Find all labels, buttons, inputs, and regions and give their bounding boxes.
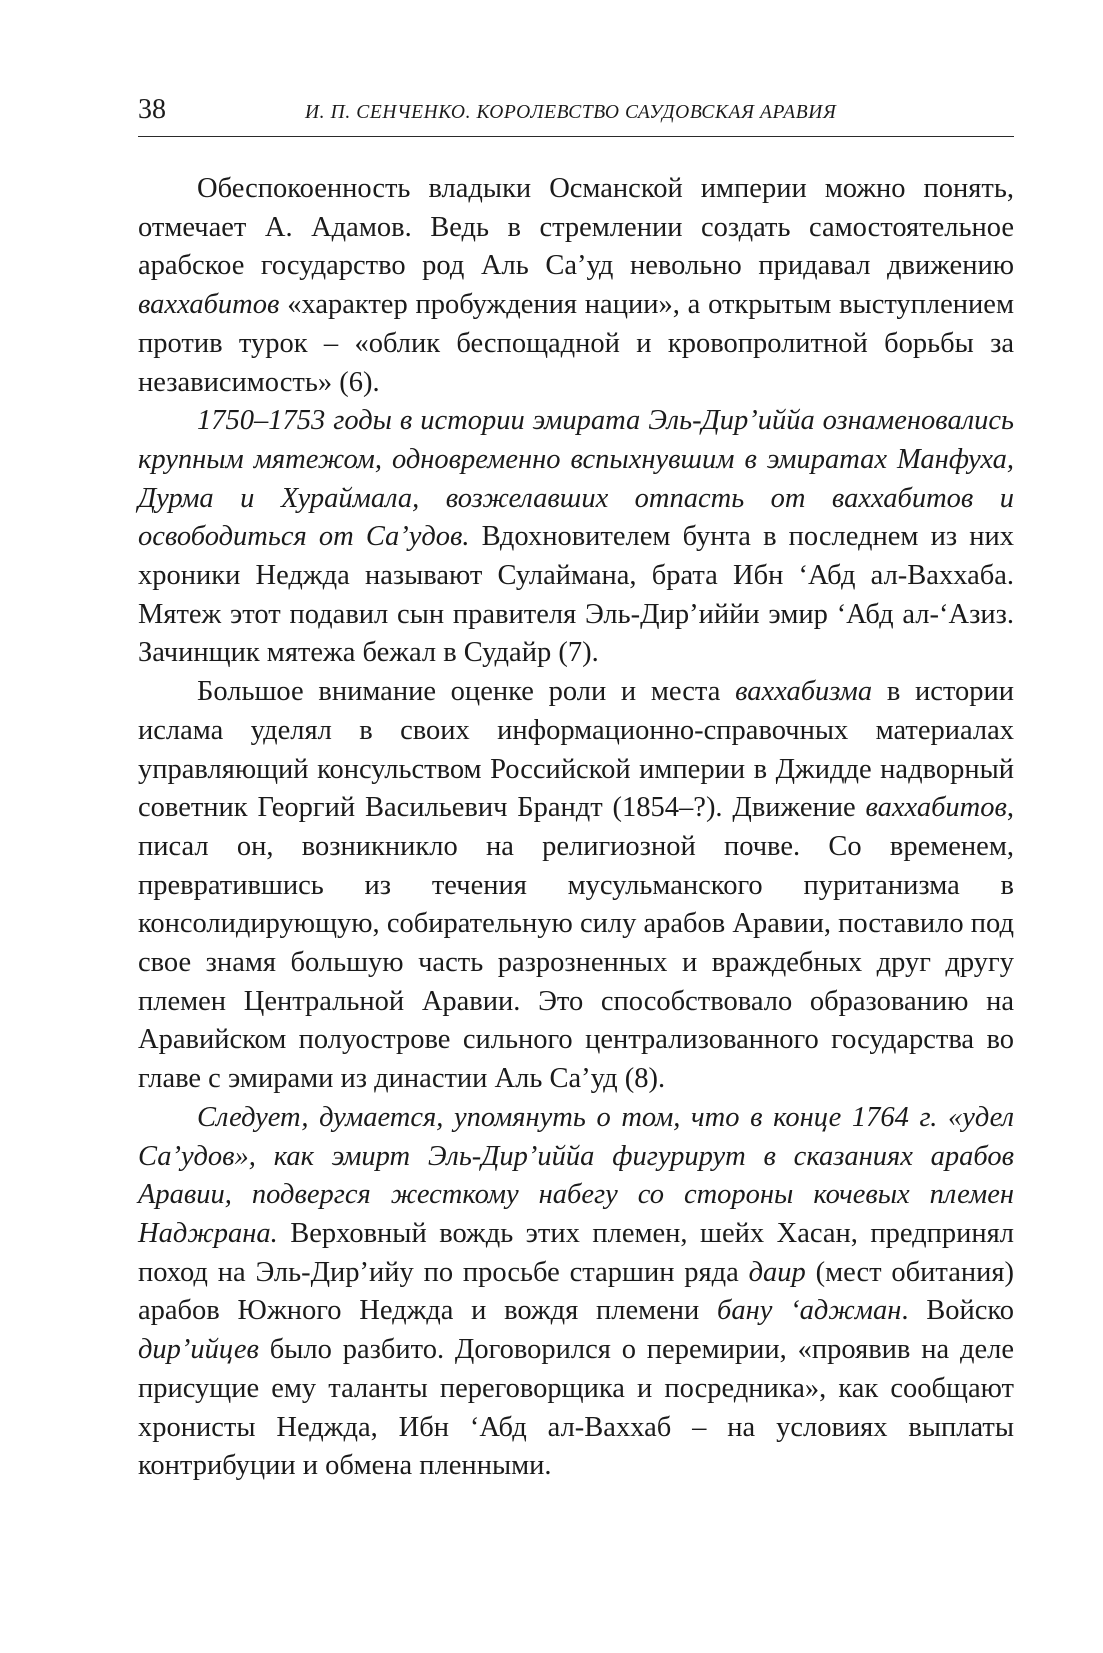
italic-text-run: 1750–1753 годы в истории эмирата Эль-Дир’иййа ознаменовались крупным мятежом, одновременно вспыхнувшим в эмиратах Манфуха, Дурма и Хураймала, возжелавших отпасть от ваххабитов и освободиться от Са’удов. — [138, 405, 1014, 553]
page-header — [138, 92, 1014, 137]
italic-text-run: ваххабитов — [138, 289, 280, 321]
text-run: , писал он, возникникло на религиозной почве. Со временем, превратившись из течения мусульманского пуританизма в консолидирующую, собирательную силу арабов Аравии, поставило под свое знамя большую часть разрозненных и враждебных друг другу племен Центральной Аравии. Это способствовало образованию на Аравийском полуострове сильного централизованного государства во главе с эмирами из династии Аль Са’уд (8). — [138, 792, 1014, 1095]
text-run: в истории ислама уделял в своих информационно-справочных материалах управляющий консульством Российской империи в Джидде надворный советник Георгий Васильевич Брандт (1854–?). Движение — [138, 676, 1014, 824]
text-run: (мест обитания) арабов Южного Неджда и вождя племени — [138, 1256, 1014, 1327]
text-run: «характер пробуждения нации», а открытым выступлением против турок – «облик беспощадной и кровопролитной борьбы за независимость» (6). — [138, 289, 1014, 398]
text-run: . Войско — [901, 1295, 1014, 1327]
paragraph — [138, 402, 1014, 673]
text-run: было разбито. Договорился о перемирии, «проявив на деле присущие ему таланты переговорщика и посредника», как сообщают хронисты Неджда, Ибн ‘Абд ал-Ваххаб – на условиях выплаты контрибуции и обмена пленными. — [138, 1334, 1014, 1482]
text-run: Большое внимание оценке роли и места — [197, 676, 736, 708]
italic-text-run: Следует, думается, упомянуть о том, что в конце 1764 г. «удел Са’удов», как эмирт Эль-Дир’иййа фигурирут в сказаниях арабов Аравии, подвергся жесткому набегу со стороны кочевых племен Наджрана. — [138, 1101, 1014, 1249]
italic-text-run: ваххабитов — [865, 792, 1007, 824]
body-text — [138, 170, 1014, 1486]
italic-text-run: ваххабизма — [735, 676, 873, 708]
running-title: И. П. СЕНЧЕНКО. КОРОЛЕВСТВО САУДОВСКАЯ АРАВИЯ — [305, 102, 837, 123]
italic-text-run: даир — [748, 1256, 806, 1288]
paragraph — [138, 170, 1014, 402]
text-run: Обеспокоенность владыки Османской империи можно понять, отмечает А. Адамов. Ведь в стремлении создать самостоятельное арабское государство род Аль Са’уд невольно придавал движению — [138, 173, 1014, 282]
text-run: Верховный вождь этих племен, шейх Хасан, предпринял поход на Эль-Дир’ийу по просьбе старшин ряда — [138, 1217, 1014, 1288]
italic-text-run: бану ‘аджман — [717, 1295, 902, 1327]
page-number: 38 — [138, 94, 166, 125]
paragraph — [138, 673, 1014, 1099]
paragraph — [138, 1099, 1014, 1486]
italic-text-run: дир’ийцев — [138, 1334, 259, 1366]
text-run: Вдохновителем бунта в последнем из них хроники Неджда называют Сулаймана, брата Ибн ‘Абд ал-Ваххаба. Мятеж этот подавил сын правителя Эль-Дир’иййи эмир ‘Абд ал-‘Азиз. Зачинщик мятежа бежал в Судайр (7). — [138, 521, 1014, 669]
